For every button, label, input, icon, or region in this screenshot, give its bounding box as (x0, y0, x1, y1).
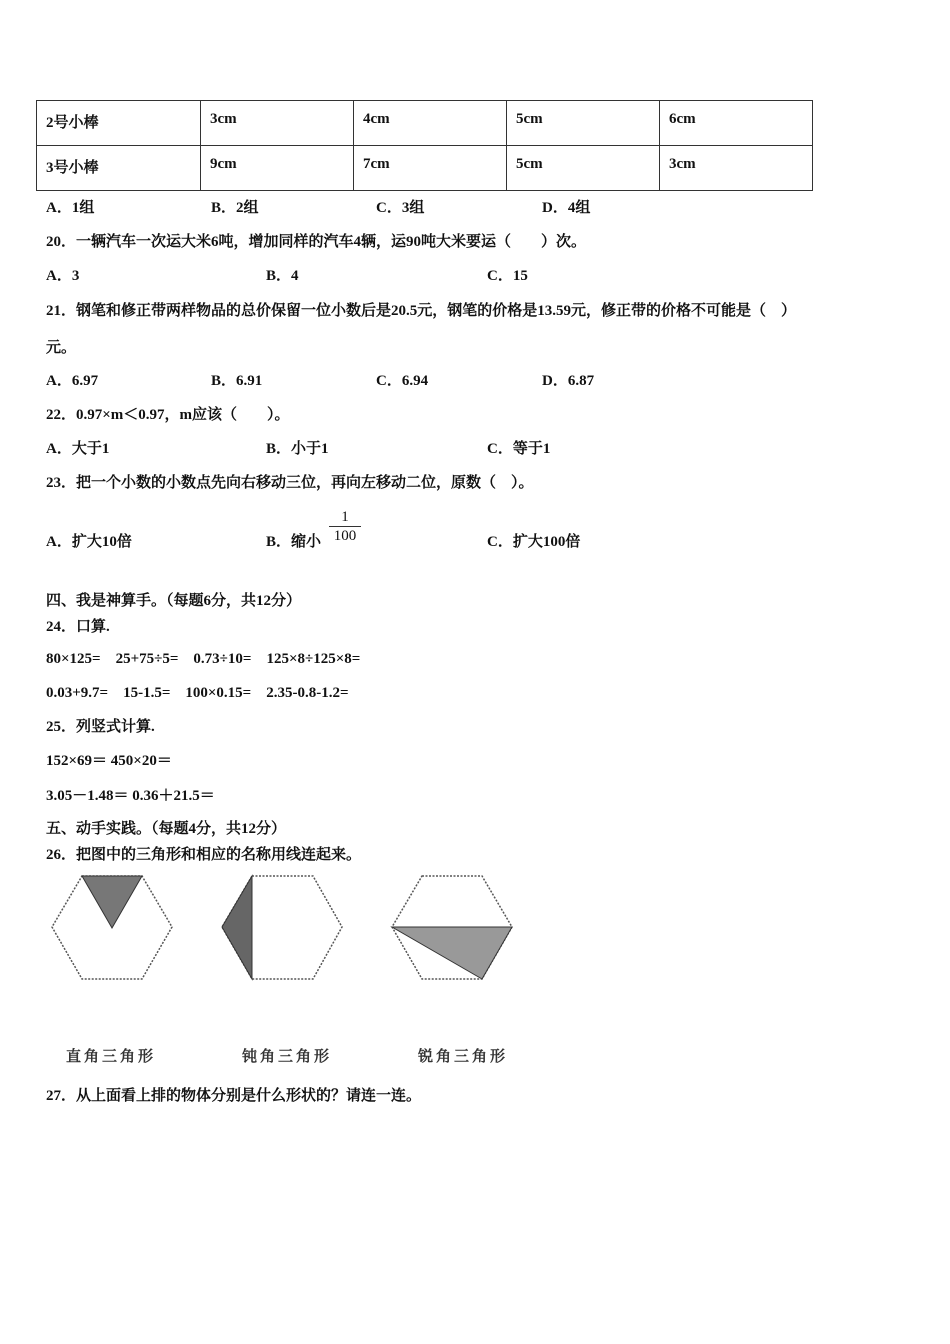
option-b: B．缩小 (266, 534, 322, 550)
question-21: 21．钢笔和修正带两样物品的总价保留一位小数后是20.5元，钢笔的价格是13.59元，修正带的价格不可能是（ ） (46, 303, 797, 319)
table-cell: 3cm (660, 146, 813, 191)
option-c: C．扩大100倍 (487, 534, 581, 550)
option-b: B．6.91 (211, 373, 263, 389)
question-26: 26．把图中的三角形和相应的名称用线连起来。 (46, 847, 362, 863)
option-c: C．15 (487, 268, 528, 284)
option-d: D．4组 (542, 200, 591, 216)
option-a: A．大于1 (46, 441, 110, 457)
option-a: A．扩大10倍 (46, 534, 132, 550)
table-cell: 5cm (507, 146, 660, 191)
shaded-triangle-1 (82, 876, 142, 928)
label-right-triangle: 直角三角形 (66, 1047, 157, 1065)
option-d: D．6.87 (542, 373, 595, 389)
shaded-triangle-3 (392, 927, 512, 979)
option-b: B．小于1 (266, 441, 329, 457)
option-c: C．等于1 (487, 441, 551, 457)
label-obtuse-triangle: 钝角三角形 (242, 1047, 333, 1065)
question-27: 27．从上面看上排的物体分别是什么形状的？请连一连。 (46, 1088, 422, 1104)
option-a: A．6.97 (46, 373, 99, 389)
option-b: B．4 (266, 268, 299, 284)
option-a: A．3 (46, 268, 80, 284)
table-cell: 6cm (660, 101, 813, 146)
shaded-triangle-2 (222, 876, 252, 979)
question-20: 20．一辆汽车一次运大米6吨，增加同样的汽车4辆，运90吨大米要运（ ）次。 (46, 234, 587, 250)
question-21-cont: 元。 (46, 340, 77, 356)
mental-math-line-1: 80×125= 25+75÷5= 0.73÷10= 125×8÷125×8= (46, 651, 361, 667)
fraction-numerator: 1 (329, 508, 361, 527)
table-cell: 7cm (354, 146, 507, 191)
vertical-calc-line-1: 152×69＝ 450×20＝ (46, 753, 172, 769)
option-c: C．3组 (376, 200, 425, 216)
question-25: 25．列竖式计算. (46, 719, 155, 735)
question-22: 22．0.97×m＜0.97，m应该（ ）。 (46, 407, 290, 423)
table-cell: 2号小棒 (37, 101, 201, 146)
mental-math-line-2: 0.03+9.7= 15-1.5= 100×0.15= 2.35-0.8-1.2= (46, 685, 349, 701)
label-acute-triangle: 锐角三角形 (418, 1047, 509, 1065)
option-b: B．2组 (211, 200, 259, 216)
table-cell: 3号小棒 (37, 146, 201, 191)
option-c: C．6.94 (376, 373, 429, 389)
vertical-calc-line-2: 3.05－1.48＝ 0.36＋21.5＝ (46, 788, 215, 804)
fraction-denominator: 100 (333, 528, 357, 544)
table-cell: 4cm (354, 101, 507, 146)
question-24: 24．口算. (46, 619, 110, 635)
table-cell: 9cm (201, 146, 354, 191)
question-23: 23．把一个小数的小数点先向右移动三位，再向左移动二位，原数（ ）。 (46, 475, 534, 491)
section-4-title: 四、我是神算手。（每题6分，共12分） (46, 593, 302, 609)
section-5-title: 五、动手实践。（每题4分，共12分） (46, 821, 287, 837)
table-cell: 3cm (201, 101, 354, 146)
option-a: A．1组 (46, 200, 95, 216)
table-cell: 5cm (507, 101, 660, 146)
